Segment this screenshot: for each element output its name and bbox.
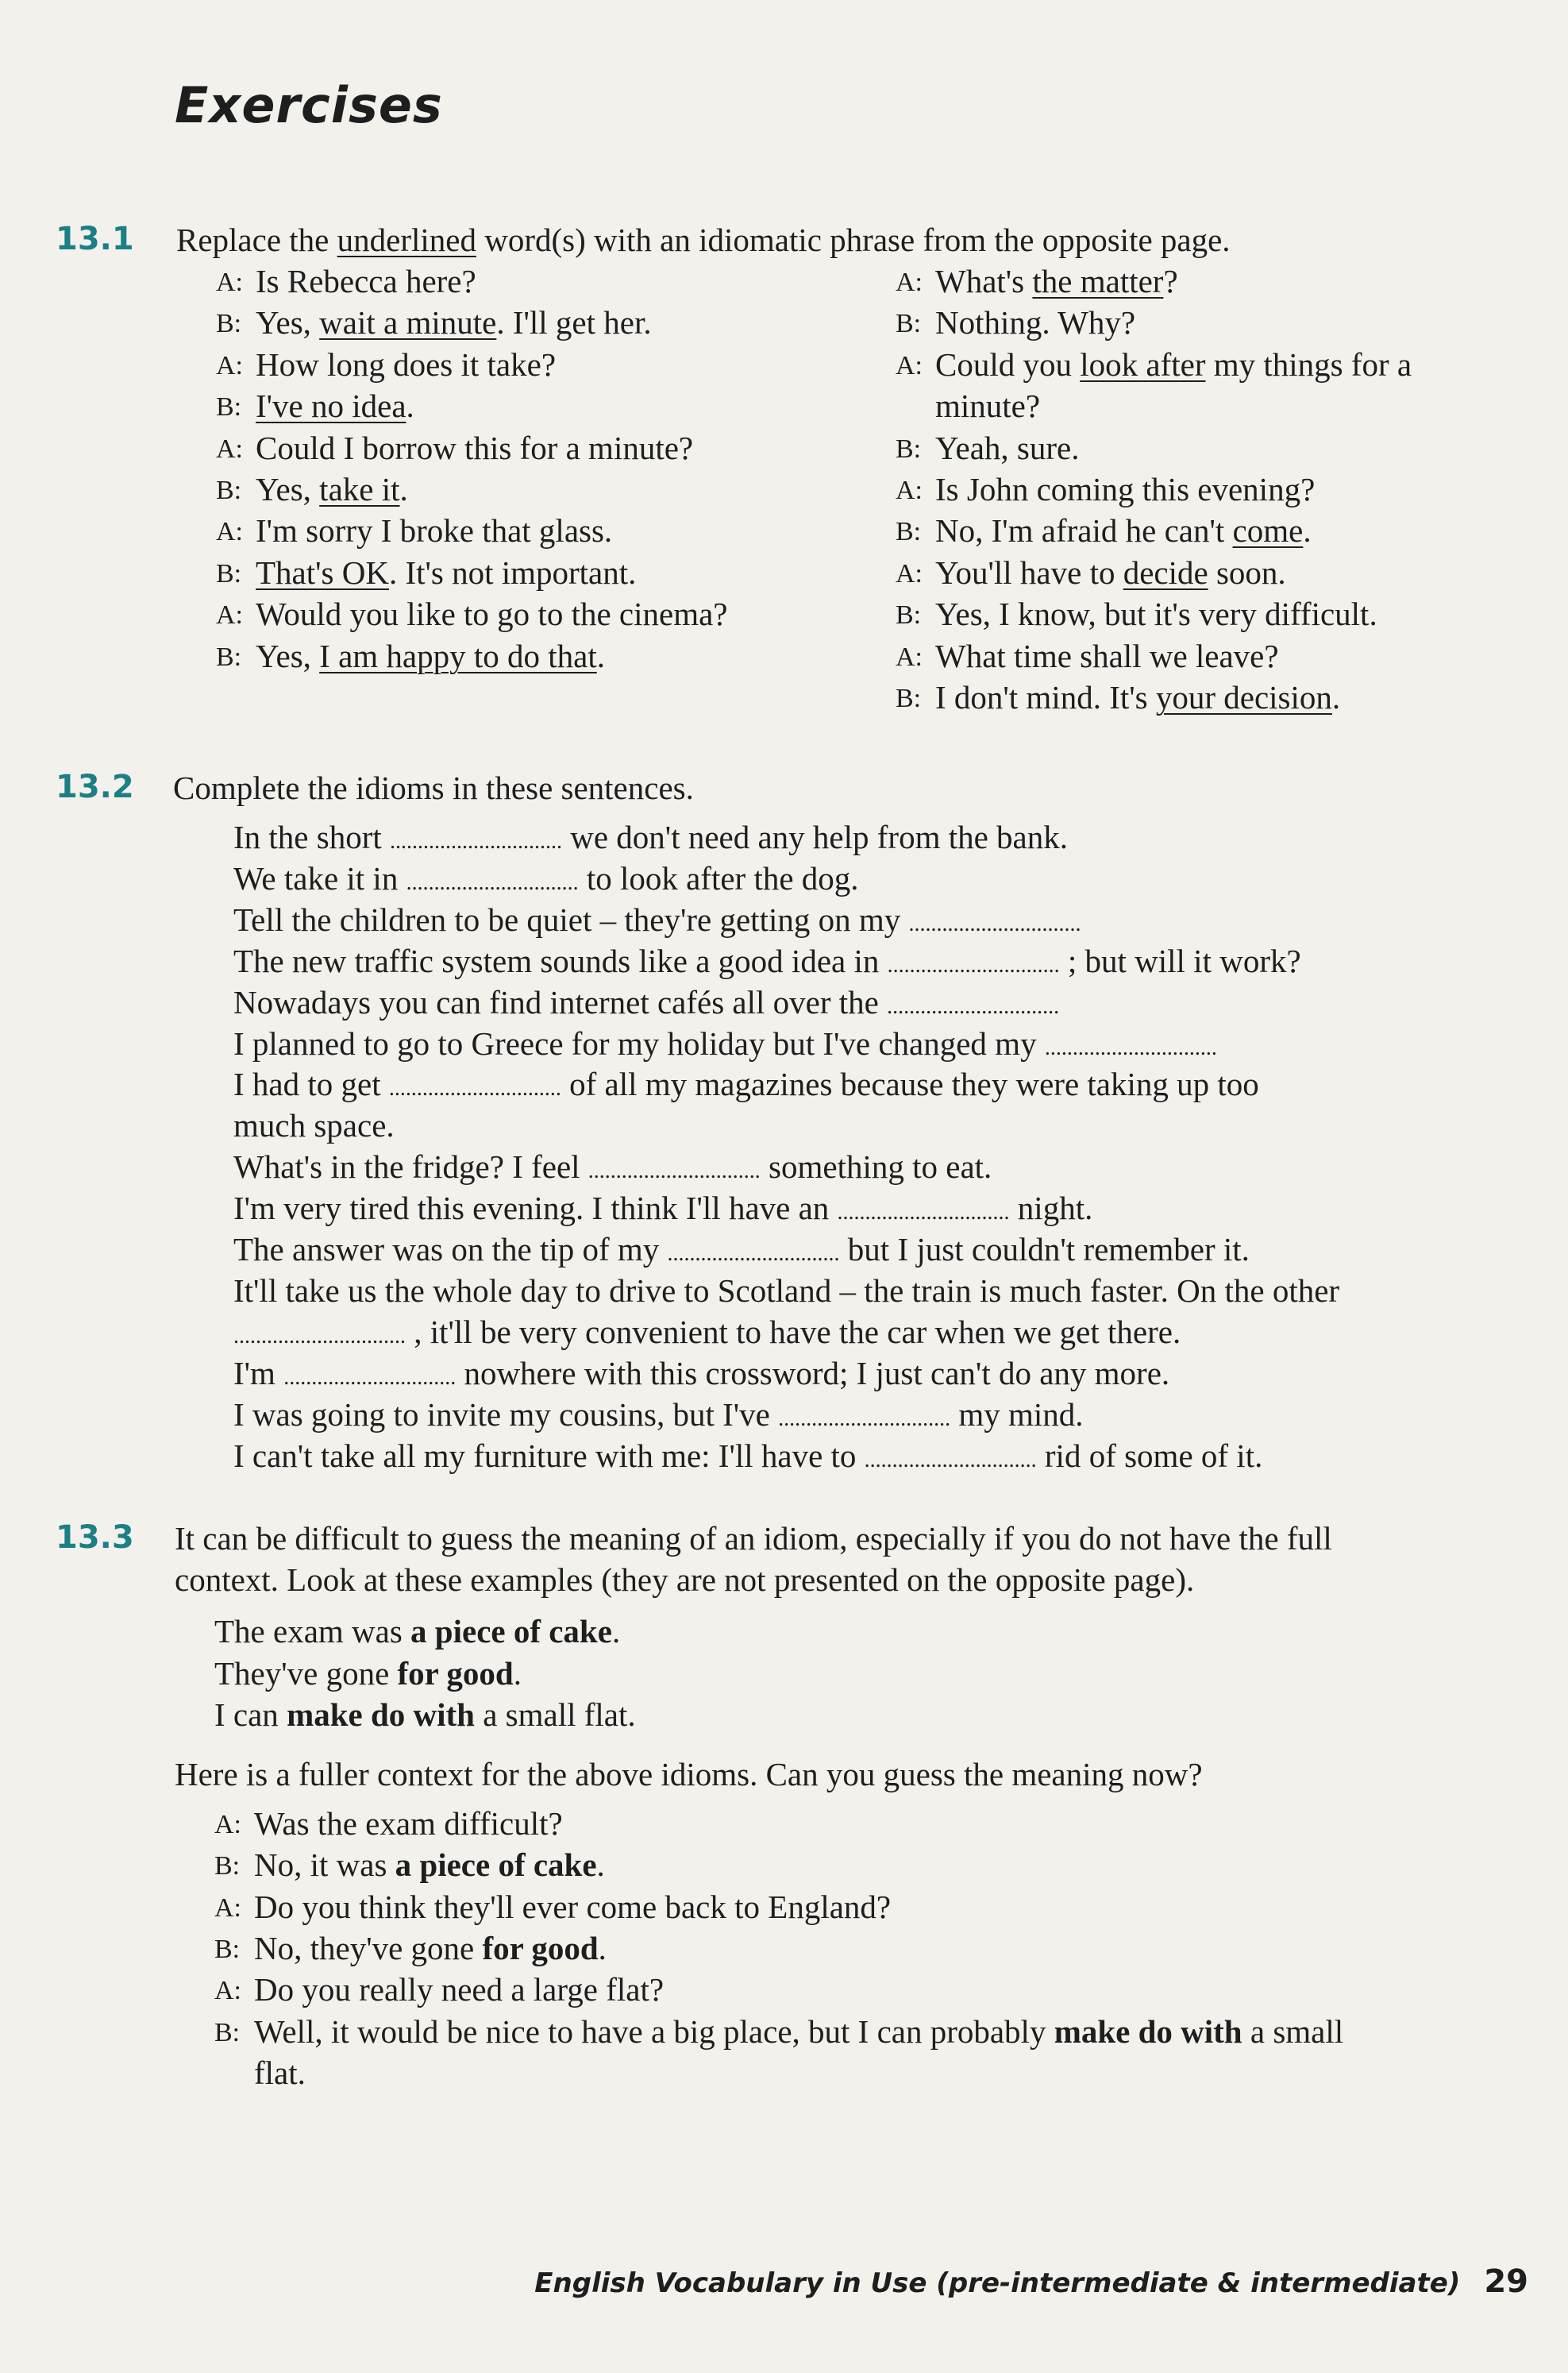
speaker-label: B: bbox=[896, 309, 922, 338]
sentence-before-gap: What's in the fridge? I feel bbox=[233, 1148, 588, 1185]
line-text bbox=[935, 593, 1377, 635]
text-before: What time shall we leave? bbox=[935, 638, 1279, 674]
text-before: No, they've gone bbox=[254, 1930, 483, 1966]
sentence-before-gap: It'll take us the whole day to drive to Scotland – the train is much faster. On the other bbox=[233, 1272, 1340, 1309]
speaker-label: B: bbox=[216, 392, 242, 422]
text-before: No, it was bbox=[254, 1846, 395, 1883]
text-after: a small bbox=[1242, 2013, 1344, 2050]
line-text bbox=[254, 1969, 664, 2010]
text-after: . I'll get her. bbox=[496, 304, 652, 341]
idiom: a piece of cake bbox=[410, 1613, 612, 1650]
line-text bbox=[935, 385, 1040, 426]
answer-gap: ............................... bbox=[283, 1365, 457, 1390]
underlined-phrase: wait a minute bbox=[319, 304, 497, 341]
text-before: Nothing. Why? bbox=[935, 304, 1136, 341]
section-number-13-3: 13.3 bbox=[56, 1519, 134, 1556]
line-text bbox=[254, 2052, 306, 2093]
text-after: . bbox=[399, 471, 408, 507]
text-before: Is Rebecca here? bbox=[256, 263, 476, 299]
sentence-text bbox=[233, 1229, 1250, 1275]
sentence-before-gap: We take it in bbox=[233, 860, 406, 897]
line-text bbox=[256, 510, 612, 551]
speaker-label: B: bbox=[216, 476, 242, 505]
text-before: How long does it take? bbox=[256, 346, 557, 383]
sentence-after-gap: nowhere with this crossword; I just can't do any more. bbox=[456, 1355, 1170, 1391]
text-after: . bbox=[1303, 512, 1312, 549]
line-text bbox=[256, 344, 556, 385]
text-after: . It's not important. bbox=[388, 554, 637, 591]
text-before: Was the exam difficult? bbox=[254, 1805, 563, 1842]
line-text bbox=[935, 469, 1315, 510]
text-before: flat. bbox=[254, 2055, 306, 2091]
answer-gap: ............................... bbox=[887, 953, 1060, 978]
text-before: They've gone bbox=[214, 1655, 398, 1692]
line-text bbox=[935, 302, 1135, 343]
answer-gap: ............................... bbox=[390, 829, 562, 854]
speaker-label: B: bbox=[216, 559, 242, 588]
line-text bbox=[254, 1803, 563, 1844]
text-before: I don't mind. It's bbox=[935, 679, 1156, 716]
speaker-label: A: bbox=[214, 1893, 241, 1923]
instruction-text: word(s) with an idiomatic phrase from the opposite page. bbox=[476, 222, 1231, 258]
page-title: Exercises bbox=[175, 76, 443, 134]
sentence-before-gap: much space. bbox=[233, 1107, 395, 1144]
section-13-3-intro-line-1: It can be difficult to guess the meaning of an idiom, especially if you do not have the full bbox=[175, 1520, 1332, 1557]
text-before: I can bbox=[214, 1696, 287, 1733]
text-before: What's bbox=[935, 263, 1033, 299]
text-before: I'm sorry I broke that glass. bbox=[256, 512, 613, 549]
line-text bbox=[256, 385, 414, 426]
text-after: . bbox=[598, 1930, 607, 1966]
underlined-phrase: your decision bbox=[1155, 679, 1332, 716]
text-before: You'll have to bbox=[935, 554, 1123, 591]
sentence-text bbox=[233, 858, 859, 904]
underlined-phrase: take it bbox=[319, 471, 400, 507]
line-text bbox=[254, 2011, 1343, 2052]
speaker-label: A: bbox=[216, 600, 243, 630]
sentence-text bbox=[233, 1270, 1339, 1311]
sentence-text bbox=[233, 899, 1081, 945]
text-before: Yeah, sure. bbox=[935, 430, 1080, 466]
speaker-label: A: bbox=[214, 1976, 241, 2005]
section-number-13-2: 13.2 bbox=[56, 769, 134, 805]
section-13-3-intro-line-2: context. Look at these examples (they are not presented on the opposite page). bbox=[175, 1561, 1195, 1598]
sentence-before-gap: Tell the children to be quiet – they're getting on my bbox=[233, 901, 909, 938]
line-text bbox=[256, 302, 652, 343]
sentence-before-gap: The answer was on the tip of my bbox=[233, 1231, 668, 1268]
line-text bbox=[256, 552, 636, 593]
sentence-before-gap: Nowadays you can find internet cafés all over the bbox=[233, 984, 888, 1021]
sentence-before-gap: In the short bbox=[233, 819, 390, 855]
sentence-text bbox=[233, 1105, 395, 1146]
line-text bbox=[254, 1927, 607, 1969]
speaker-label: A: bbox=[216, 517, 243, 546]
line-text bbox=[935, 552, 1286, 593]
answer-gap: ............................... bbox=[406, 870, 579, 895]
speaker-label: B: bbox=[896, 434, 922, 464]
idiom: a piece of cake bbox=[395, 1846, 597, 1883]
sentence-text bbox=[233, 1023, 1217, 1069]
answer-gap: ............................... bbox=[588, 1159, 761, 1183]
page-footer bbox=[534, 2263, 1528, 2300]
text-before: Yes, bbox=[256, 304, 320, 341]
underlined-phrase: the matter bbox=[1032, 263, 1164, 299]
speaker-label: B: bbox=[216, 309, 242, 338]
text-after: my things for a bbox=[1205, 346, 1412, 383]
line-text bbox=[254, 1886, 891, 1927]
idiom: for good bbox=[397, 1655, 514, 1692]
answer-gap: ............................... bbox=[837, 1200, 1010, 1225]
line-text bbox=[935, 427, 1079, 469]
section-13-1-instruction bbox=[176, 219, 1231, 260]
sentence-after-gap: of all my magazines because they were taking up too bbox=[561, 1066, 1259, 1102]
underlined-phrase: look after bbox=[1080, 346, 1206, 383]
text-after: . bbox=[1331, 679, 1341, 716]
line-text bbox=[935, 635, 1279, 677]
text-before: Could I borrow this for a minute? bbox=[256, 430, 694, 466]
underlined-phrase: That's OK bbox=[256, 554, 389, 591]
text-before: The exam was bbox=[214, 1613, 411, 1650]
sentence-after-gap: to look after the dog. bbox=[578, 860, 859, 897]
section-13-3-fuller-context: Here is a fuller context for the above idioms. Can you guess the meaning now? bbox=[175, 1756, 1203, 1792]
sentence-text bbox=[233, 1394, 1084, 1440]
sentence-text bbox=[233, 940, 1301, 986]
answer-gap: ............................... bbox=[908, 912, 1081, 936]
sentence-after-gap: ; but will it work? bbox=[1059, 943, 1301, 979]
answer-gap: ............................... bbox=[233, 1324, 406, 1349]
speaker-label: A: bbox=[216, 268, 243, 297]
page-number: 29 bbox=[1484, 2263, 1528, 2300]
speaker-label: B: bbox=[216, 642, 242, 672]
sentence-text bbox=[233, 1063, 1259, 1109]
text-before: Would you like to go to the cinema? bbox=[256, 596, 728, 632]
sentence-after-gap: but I just couldn't remember it. bbox=[839, 1231, 1250, 1268]
sentence-before-gap: I'm very tired this evening. I think I'll have an bbox=[233, 1190, 838, 1226]
line-text bbox=[935, 260, 1178, 302]
speaker-label: B: bbox=[896, 517, 922, 546]
line-text bbox=[256, 469, 408, 510]
sentence-after-gap: we don't need any help from the bank. bbox=[562, 819, 1069, 855]
speaker-label: A: bbox=[896, 268, 923, 297]
sentence-after-gap: , it'll be very convenient to have the car when we get there. bbox=[406, 1314, 1181, 1350]
text-after: . bbox=[596, 638, 605, 674]
speaker-label: A: bbox=[896, 642, 923, 672]
underlined-phrase: decide bbox=[1123, 554, 1208, 591]
line-text bbox=[256, 427, 693, 469]
text-before: No, I'm afraid he can't bbox=[935, 512, 1233, 549]
text-after: . bbox=[611, 1613, 621, 1650]
sentence-text bbox=[233, 1352, 1169, 1399]
line-text bbox=[254, 1844, 605, 1885]
answer-gap: ............................... bbox=[667, 1241, 840, 1266]
book-title: English Vocabulary in Use (pre-intermediate & intermediate) bbox=[534, 2267, 1461, 2299]
line-text bbox=[935, 344, 1412, 385]
speaker-label: A: bbox=[896, 351, 923, 380]
text-after: a small flat. bbox=[474, 1696, 636, 1733]
text-before: Do you think they'll ever come back to England? bbox=[254, 1889, 892, 1925]
text-before: Yes, bbox=[256, 638, 320, 674]
text-after: . bbox=[513, 1655, 522, 1692]
example-text bbox=[214, 1611, 620, 1652]
line-text bbox=[935, 677, 1340, 718]
text-after: . bbox=[596, 1846, 605, 1883]
sentence-text bbox=[233, 1311, 1181, 1357]
sentence-after-gap: night. bbox=[1009, 1190, 1093, 1226]
answer-gap: ............................... bbox=[887, 994, 1060, 1019]
instruction-underlined: underlined bbox=[337, 222, 476, 258]
speaker-label: B: bbox=[214, 1935, 241, 1964]
idiom: for good bbox=[482, 1930, 599, 1966]
sentence-before-gap: I was going to invite my cousins, but I've bbox=[233, 1396, 779, 1433]
text-after: soon. bbox=[1208, 554, 1286, 591]
sentence-before-gap: I had to get bbox=[233, 1066, 389, 1102]
speaker-label: B: bbox=[896, 600, 922, 630]
sentence-text bbox=[233, 1146, 992, 1192]
text-after: ? bbox=[1163, 263, 1178, 299]
underlined-phrase: come bbox=[1232, 512, 1304, 549]
section-number-13-1: 13.1 bbox=[56, 221, 134, 257]
section-13-2-instruction: Complete the idioms in these sentences. bbox=[173, 770, 694, 806]
text-after: . bbox=[406, 388, 414, 424]
speaker-label: B: bbox=[896, 684, 922, 713]
text-before: Well, it would be nice to have a big place, but I can probably bbox=[254, 2013, 1054, 2050]
line-text bbox=[935, 510, 1312, 551]
sentence-before-gap: The new traffic system sounds like a good idea in bbox=[233, 943, 888, 979]
speaker-label: B: bbox=[214, 2018, 241, 2047]
answer-gap: ............................... bbox=[1044, 1036, 1217, 1060]
text-before: minute? bbox=[935, 388, 1041, 424]
sentence-text bbox=[233, 1187, 1092, 1233]
line-text bbox=[256, 593, 727, 635]
speaker-label: A: bbox=[216, 434, 243, 464]
instruction-text: Replace the bbox=[176, 222, 337, 258]
idiom: make do with bbox=[1054, 2013, 1242, 2050]
underlined-phrase: I am happy to do that bbox=[319, 638, 597, 674]
text-before: Yes, bbox=[256, 471, 320, 507]
sentence-before-gap: I planned to go to Greece for my holiday but I've changed my bbox=[233, 1025, 1045, 1062]
speaker-label: A: bbox=[216, 351, 243, 380]
text-before: Do you really need a large flat? bbox=[254, 1971, 665, 2008]
answer-gap: ............................... bbox=[388, 1076, 561, 1101]
speaker-label: A: bbox=[896, 476, 923, 505]
line-text bbox=[256, 260, 476, 302]
answer-gap: ............................... bbox=[864, 1448, 1037, 1472]
sentence-after-gap: rid of some of it. bbox=[1036, 1437, 1263, 1474]
speaker-label: B: bbox=[214, 1851, 241, 1881]
sentence-text bbox=[233, 1435, 1262, 1481]
speaker-label: A: bbox=[214, 1810, 241, 1839]
sentence-before-gap: I'm bbox=[233, 1355, 284, 1391]
sentence-before-gap: I can't take all my furniture with me: I'll have to bbox=[233, 1437, 865, 1474]
text-before: Could you bbox=[935, 346, 1081, 383]
line-text bbox=[256, 635, 605, 677]
sentence-after-gap: my mind. bbox=[950, 1396, 1084, 1433]
text-before: Is John coming this evening? bbox=[935, 471, 1316, 507]
sentence-text bbox=[233, 816, 1068, 862]
answer-gap: ............................... bbox=[778, 1406, 951, 1431]
idiom: make do with bbox=[287, 1696, 475, 1733]
sentence-after-gap: something to eat. bbox=[760, 1148, 992, 1185]
underlined-phrase: I've no idea bbox=[256, 388, 406, 424]
example-text bbox=[214, 1694, 636, 1735]
speaker-label: A: bbox=[896, 559, 923, 588]
example-text bbox=[214, 1653, 522, 1694]
sentence-text bbox=[233, 982, 1059, 1028]
text-before: Yes, I know, but it's very difficult. bbox=[935, 596, 1377, 632]
